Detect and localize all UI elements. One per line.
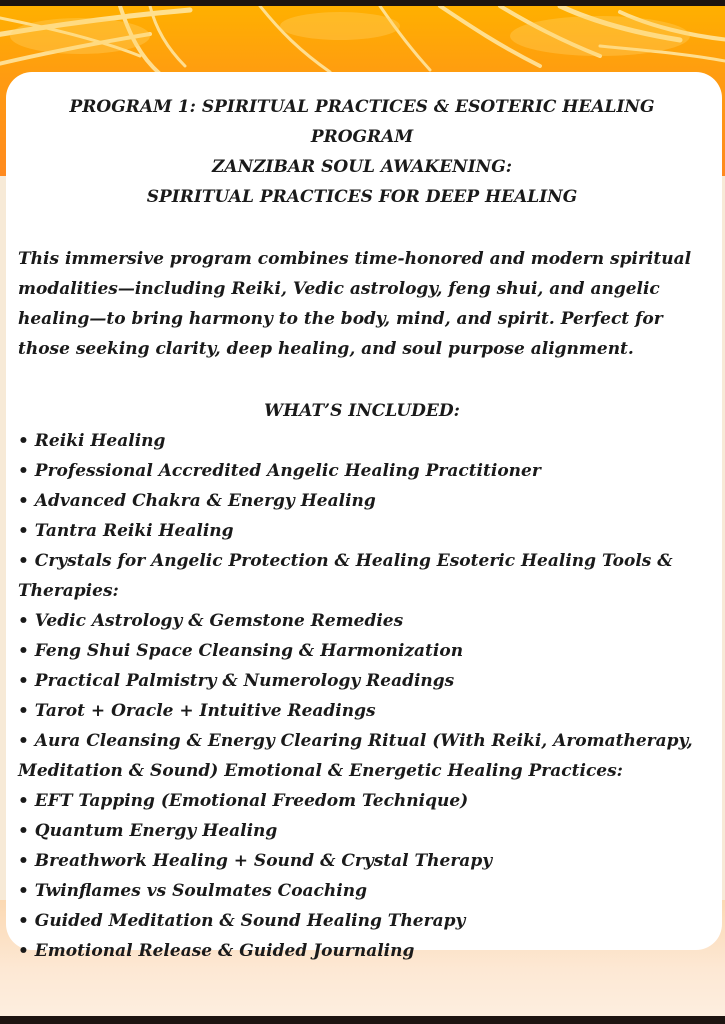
list-item-text: Twinflames vs Soulmates Coaching <box>34 881 367 901</box>
bullet-icon: • <box>18 701 29 721</box>
list-item <box>18 486 706 516</box>
list-item <box>18 816 706 846</box>
bullet-icon: • <box>18 461 29 481</box>
bullet-icon: • <box>18 671 29 691</box>
bullet-icon: • <box>18 851 29 871</box>
bullet-icon: • <box>18 641 29 661</box>
list-item-text: Guided Meditation & Sound Healing Therapy <box>34 911 466 931</box>
included-list <box>18 426 706 966</box>
list-item-text: Quantum Energy Healing <box>34 821 278 841</box>
bullet-icon: • <box>18 791 29 811</box>
list-item-text: Aura Cleansing & Energy Clearing Ritual (With Reiki, Aromatherapy, Meditation & Sound) Emotional & Energetic Healing Practices: <box>18 731 693 781</box>
program-content <box>18 92 706 966</box>
included-title: WHAT’S INCLUDED: <box>264 401 460 421</box>
list-item-text: Advanced Chakra & Energy Healing <box>34 491 376 511</box>
bullet-icon: • <box>18 521 29 541</box>
bullet-icon: • <box>18 431 29 451</box>
bullet-icon: • <box>18 881 29 901</box>
bullet-icon: • <box>18 491 29 511</box>
list-item <box>18 846 706 876</box>
list-item <box>18 726 706 786</box>
list-item <box>18 606 706 636</box>
bullet-icon: • <box>18 611 29 631</box>
list-item <box>18 456 706 486</box>
list-item-text: Vedic Astrology & Gemstone Remedies <box>34 611 404 631</box>
list-item-text: Reiki Healing <box>34 431 166 451</box>
list-item <box>18 876 706 906</box>
heading-line-2: ZANZIBAR SOUL AWAKENING: <box>212 157 512 177</box>
list-item <box>18 696 706 726</box>
bullet-icon: • <box>18 821 29 841</box>
list-item-text: Practical Palmistry & Numerology Readings <box>34 671 455 691</box>
list-item <box>18 546 706 606</box>
list-item <box>18 906 706 936</box>
list-item-text: Breathwork Healing + Sound & Crystal Therapy <box>34 851 493 871</box>
program-description: This immersive program combines time-honored and modern spiritual modalities—including Reiki, Vedic astrology, feng shui, and angelic healing—to bring harmony to the body, mind, and spirit. Perfect for those seeking clarity, deep healing, and soul purpose alignment. <box>18 249 692 359</box>
list-item-text: Crystals for Angelic Protection & Healing Esoteric Healing Tools & Therapies: <box>18 551 673 601</box>
list-item <box>18 426 706 456</box>
bullet-icon: • <box>18 731 29 751</box>
list-item-text: Feng Shui Space Cleansing & Harmonization <box>34 641 464 661</box>
list-item <box>18 666 706 696</box>
list-item <box>18 936 706 966</box>
list-item-text: Tarot + Oracle + Intuitive Readings <box>34 701 376 721</box>
bullet-icon: • <box>18 911 29 931</box>
list-item-text: Professional Accredited Angelic Healing Practitioner <box>34 461 541 481</box>
list-item <box>18 516 706 546</box>
list-item <box>18 786 706 816</box>
bullet-icon: • <box>18 551 29 571</box>
list-item-text: Tantra Reiki Healing <box>34 521 234 541</box>
list-item-text: Emotional Release & Guided Journaling <box>34 941 415 961</box>
list-item-text: EFT Tapping (Emotional Freedom Technique) <box>34 791 469 811</box>
bottom-border <box>0 1016 725 1024</box>
bullet-icon: • <box>18 941 29 961</box>
heading-line-1: PROGRAM 1: SPIRITUAL PRACTICES & ESOTERIC HEALING PROGRAM <box>69 97 655 147</box>
program-heading <box>18 92 706 212</box>
list-item <box>18 636 706 666</box>
heading-line-3: SPIRITUAL PRACTICES FOR DEEP HEALING <box>146 187 578 207</box>
